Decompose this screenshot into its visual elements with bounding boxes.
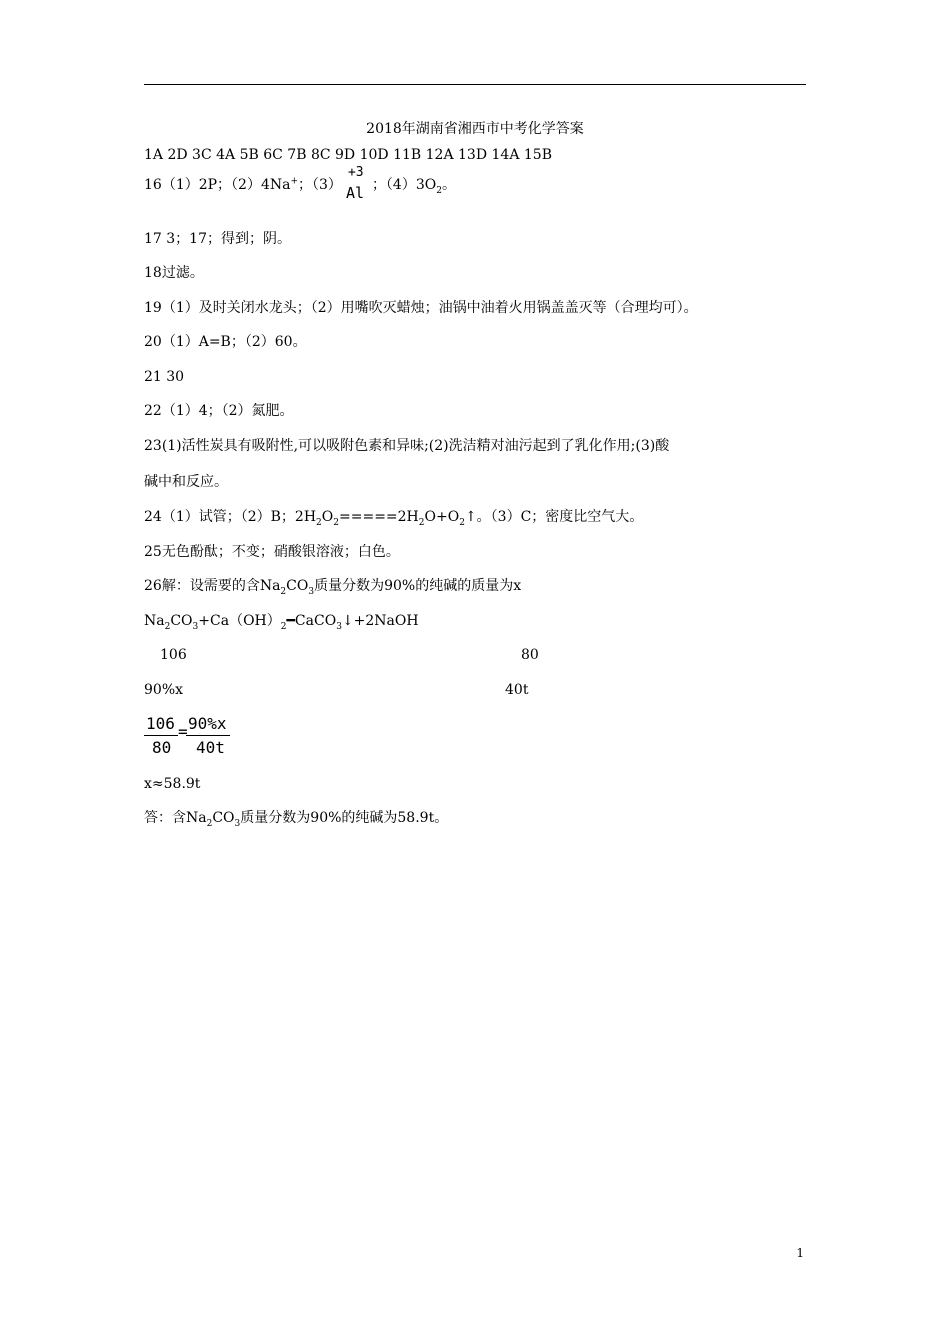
equation-sub-2: 3 [192,621,199,632]
equation-sub-1: 2 [164,621,171,632]
fraction-left-denominator: 80 [152,738,172,757]
answer-24-part-d: O+O [424,509,460,525]
final-answer-part-a: 答：含Na [144,810,207,826]
fraction-right-denominator: 40t [196,738,225,757]
answer-24-sub-2: 2 [333,517,339,528]
answer-24-part-b: O [321,509,334,525]
oxidation-element: Al [345,184,364,202]
final-answer-sub-1: 2 [206,818,213,829]
fraction-right-numerator: 90%x [188,714,227,733]
answer-16-sup: + [290,176,299,187]
answer-24-sub-4: 2 [459,517,465,528]
page-number: 1 [796,1246,804,1260]
answer-23-line-2: 碱中和反应。 [144,474,228,490]
fraction-equals: = [178,722,188,741]
answer-16-part-a: 16（1）2P；（2）4Na [144,177,291,193]
equation-part-d: ━CaCO [286,613,337,629]
answer-16-part-d: 。 [441,177,456,193]
answer-26-sub-2: 3 [308,586,315,597]
equation-sub-4: 3 [336,621,342,632]
answer-19: 19（1）及时关闭水龙头；（2）用嘴吹灭蜡烛；油锅中油着火用锅盖盖灭等（合理均可）。 [144,300,698,316]
answer-20: 20（1）A=B；（2）60。 [144,334,307,350]
answer-26-part-b: CO [286,578,309,594]
equation-part-e: ↓+2NaOH [341,613,419,629]
fraction-left-numerator: 106 [146,714,175,733]
final-answer-sub-2: 3 [234,818,241,829]
result-line: x≈58.9t [144,776,201,792]
chemical-equation [144,612,419,630]
answer-24-part-a: 24（1）试管；（2）B；2H [144,509,317,525]
final-answer [144,809,448,827]
header-rule [144,84,806,85]
unknown-right: 40t [505,682,529,698]
answer-22: 22（1）4；（2）氮肥。 [144,403,294,419]
answer-16-sub: 2 [436,185,442,196]
answer-21: 21 30 [144,369,185,385]
answer-24-part-c: =====2H [339,509,419,525]
fraction-right-bar [186,735,230,736]
equation-part-b: CO [170,613,193,629]
answer-26-part-a: 26解：设需要的含Na [144,578,281,594]
answer-26-sub-1: 2 [280,586,287,597]
answer-17: 17 3；17；得到；阴。 [144,231,291,247]
oxidation-state-notation [344,165,370,202]
mass-left: 106 [160,647,187,663]
answer-16-part-b: ；（3） [298,177,342,193]
mass-right: 80 [521,647,539,663]
unknown-left: 90%x [144,682,184,698]
answer-25: 25无色酚酞；不变；硝酸银溶液；白色。 [144,544,400,560]
answer-26-part-c: 质量分数为90%的纯碱的质量为x [314,578,522,594]
answer-23-line-1: 23(1)活性炭具有吸附性,可以吸附色素和异味;(2)洗洁精对油污起到了乳化作用;(3)酸 [144,438,670,454]
answer-16-part-c: ；（4）3O [371,177,437,193]
final-answer-part-b: CO [212,810,235,826]
oxidation-charge: +3 [347,165,364,180]
fraction-left-bar [144,735,178,736]
answer-24-sub-1: 2 [316,517,322,528]
answer-18: 18过滤。 [144,265,204,281]
page-title: 2018年湖南省湘西市中考化学答案 [366,121,584,137]
answer-16 [144,165,456,202]
answer-multiple-choice: 1A 2D 3C 4A 5B 6C 7B 8C 9D 10D 11B 12A 13D 14A 15B [144,147,552,163]
equation-part-c: +Ca（OH） [198,613,281,629]
answer-24-part-e: ↑。（3）C；密度比空气大。 [464,509,644,525]
final-answer-part-c: 质量分数为90%的纯碱为58.9t。 [240,810,449,826]
answer-24-sub-3: 2 [418,517,425,528]
answer-26-setup [144,577,521,595]
equation-sub-3: 2 [280,621,287,632]
equation-part-a: Na [144,613,165,629]
answer-24 [144,508,643,526]
